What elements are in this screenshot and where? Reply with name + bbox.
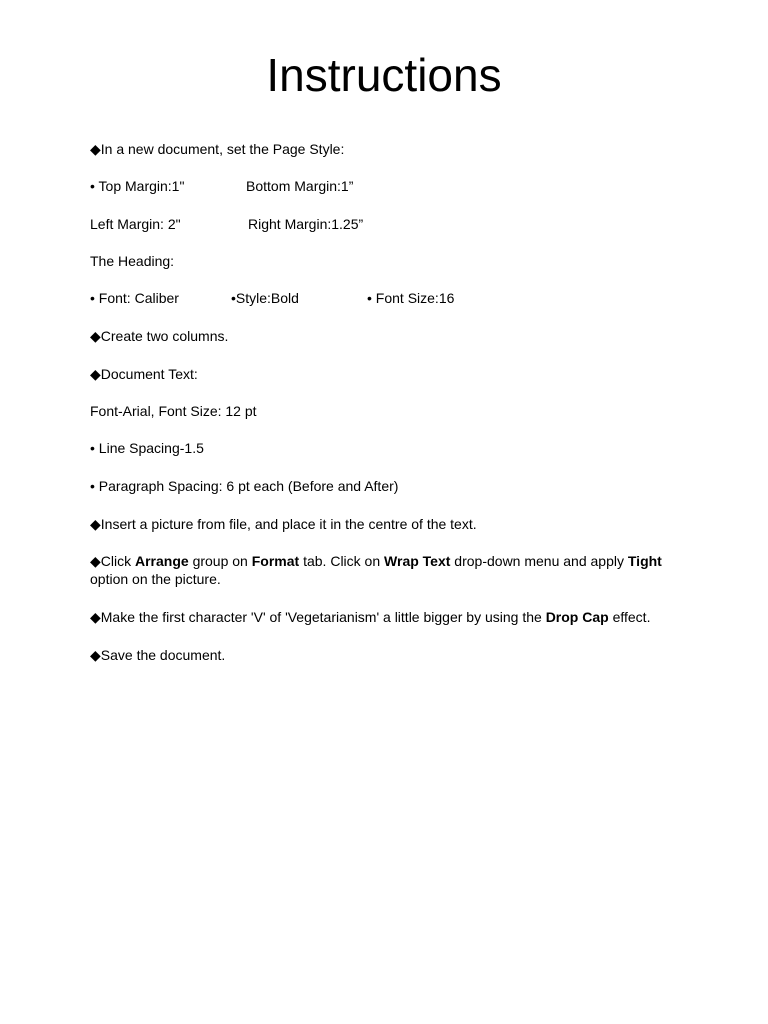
drop-cap-bold: Drop Cap <box>545 609 609 625</box>
font-size-text: • Font Size:16 <box>367 290 455 306</box>
page-title: Instructions <box>266 49 502 101</box>
instruction-wrap-text <box>90 552 670 588</box>
tight-bold: Tight <box>627 553 662 569</box>
instruction-save: ◆Save the document. <box>90 647 226 663</box>
click-text-5: option on the picture. <box>90 571 221 587</box>
instruction-document-text: ◆Document Text: <box>90 366 198 382</box>
drop-cap-text-2: effect. <box>608 609 651 625</box>
drop-cap-text-1: ◆Make the first character 'V' of 'Vegetarianism' a little bigger by using the <box>90 609 546 625</box>
left-margin-text: Left Margin: 2" <box>90 216 181 232</box>
margins-row-1 <box>90 177 670 195</box>
font-text: • Font: Caliber <box>90 290 179 306</box>
instruction-insert-picture: ◆Insert a picture from file, and place it in the centre of the text. <box>90 516 477 532</box>
instruction-columns: ◆Create two columns. <box>90 328 229 344</box>
instruction-drop-cap <box>90 608 650 626</box>
heading-label: The Heading: <box>90 253 175 269</box>
format-bold: Format <box>251 553 300 569</box>
click-text-3: tab. Click on <box>299 553 385 569</box>
font-arial-text: Font-Arial, Font Size: 12 pt <box>90 403 257 419</box>
arrange-bold: Arrange <box>135 553 189 569</box>
click-text-1: ◆Click <box>90 553 135 569</box>
instruction-page-style: ◆In a new document, set the Page Style: <box>90 141 345 157</box>
wrap-text-bold: Wrap Text <box>384 553 451 569</box>
bottom-margin-text: Bottom Margin:1” <box>246 178 354 194</box>
line-spacing-text: • Line Spacing-1.5 <box>90 440 204 456</box>
style-text: •Style:Bold <box>231 290 299 306</box>
heading-format-row <box>90 289 670 307</box>
click-text-4: drop-down menu and apply <box>450 553 628 569</box>
top-margin-text: • Top Margin:1" <box>90 178 185 194</box>
paragraph-spacing-text: • Paragraph Spacing: 6 pt each (Before and After) <box>90 478 399 494</box>
margins-row-2 <box>90 215 670 233</box>
right-margin-text: Right Margin:1.25” <box>248 216 364 232</box>
click-text-2: group on <box>188 553 252 569</box>
